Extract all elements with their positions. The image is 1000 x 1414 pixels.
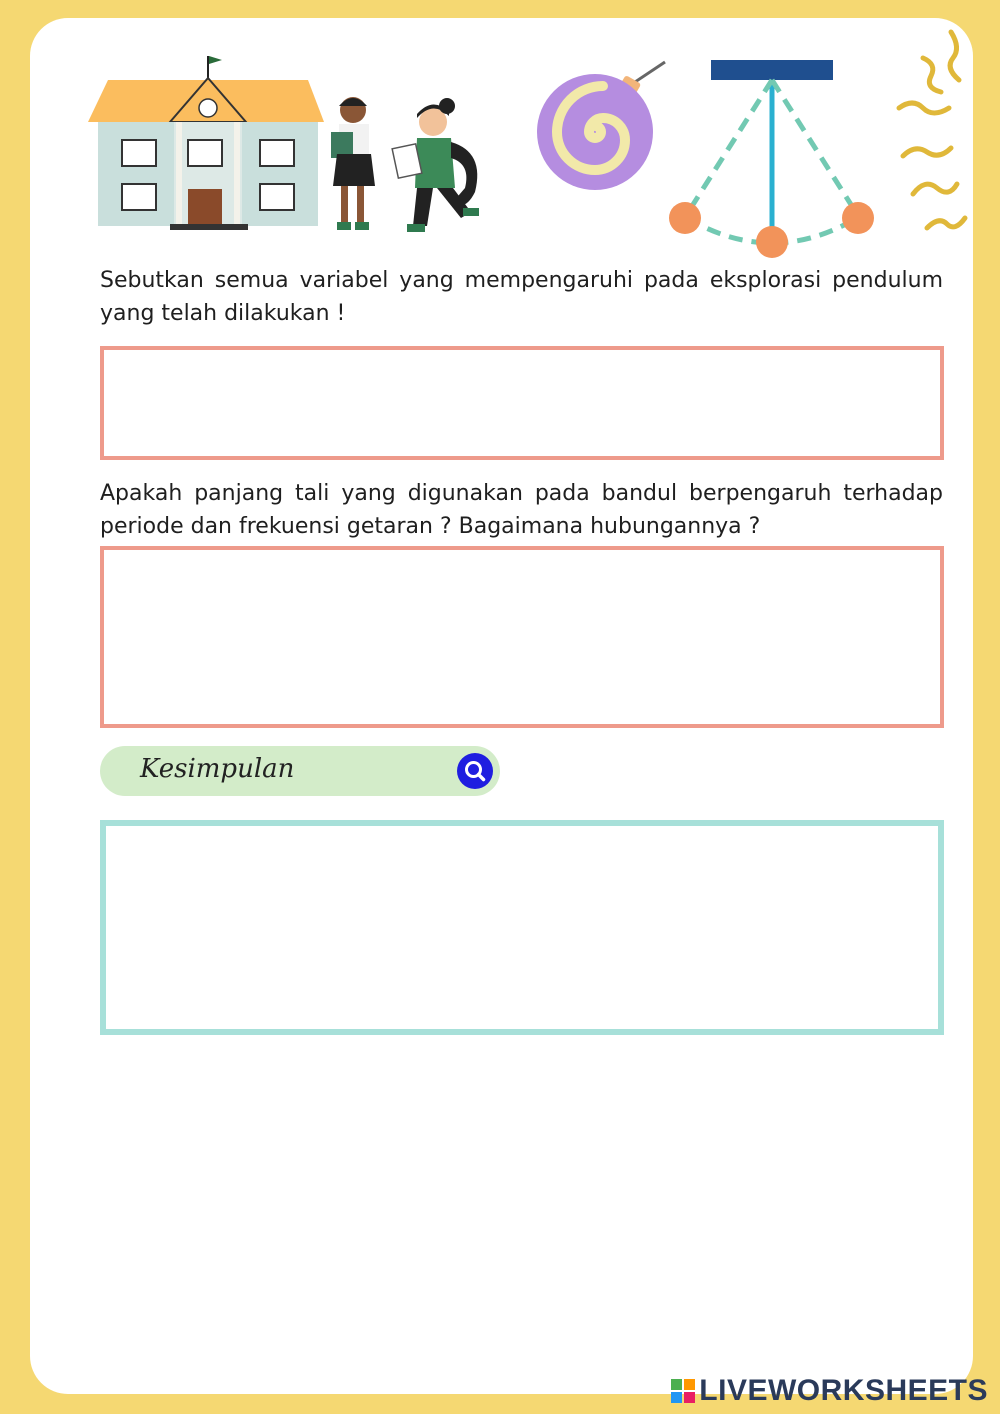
search-icon xyxy=(457,753,493,789)
sun-rays-icon xyxy=(893,28,973,238)
answer-1-input[interactable] xyxy=(100,346,944,460)
hypnosis-spiral-icon xyxy=(533,58,673,193)
liveworksheets-brand xyxy=(671,1374,988,1408)
question-2: Apakah panjang tali yang digunakan pada bandul berpengaruh terhadap periode dan frekuensi getaran ? Bagaimana hubungannya ? xyxy=(100,481,943,539)
conclusion-label: Kesimpulan xyxy=(140,754,295,784)
answer-2-input[interactable] xyxy=(100,546,944,728)
conclusion-input[interactable] xyxy=(100,820,944,1035)
students-icon xyxy=(325,92,490,237)
search-button[interactable] xyxy=(457,753,493,789)
question-1: Sebutkan semua variabel yang mempengaruhi pada eksplorasi pendulum yang telah dilakukan ! xyxy=(100,268,943,326)
liveworksheets-logo-icon xyxy=(671,1379,695,1403)
school-building-icon xyxy=(88,52,328,232)
pendulum-icon xyxy=(665,58,880,263)
brand-name: LIVEWORKSHEETS xyxy=(699,1374,988,1407)
conclusion-header xyxy=(100,746,500,796)
